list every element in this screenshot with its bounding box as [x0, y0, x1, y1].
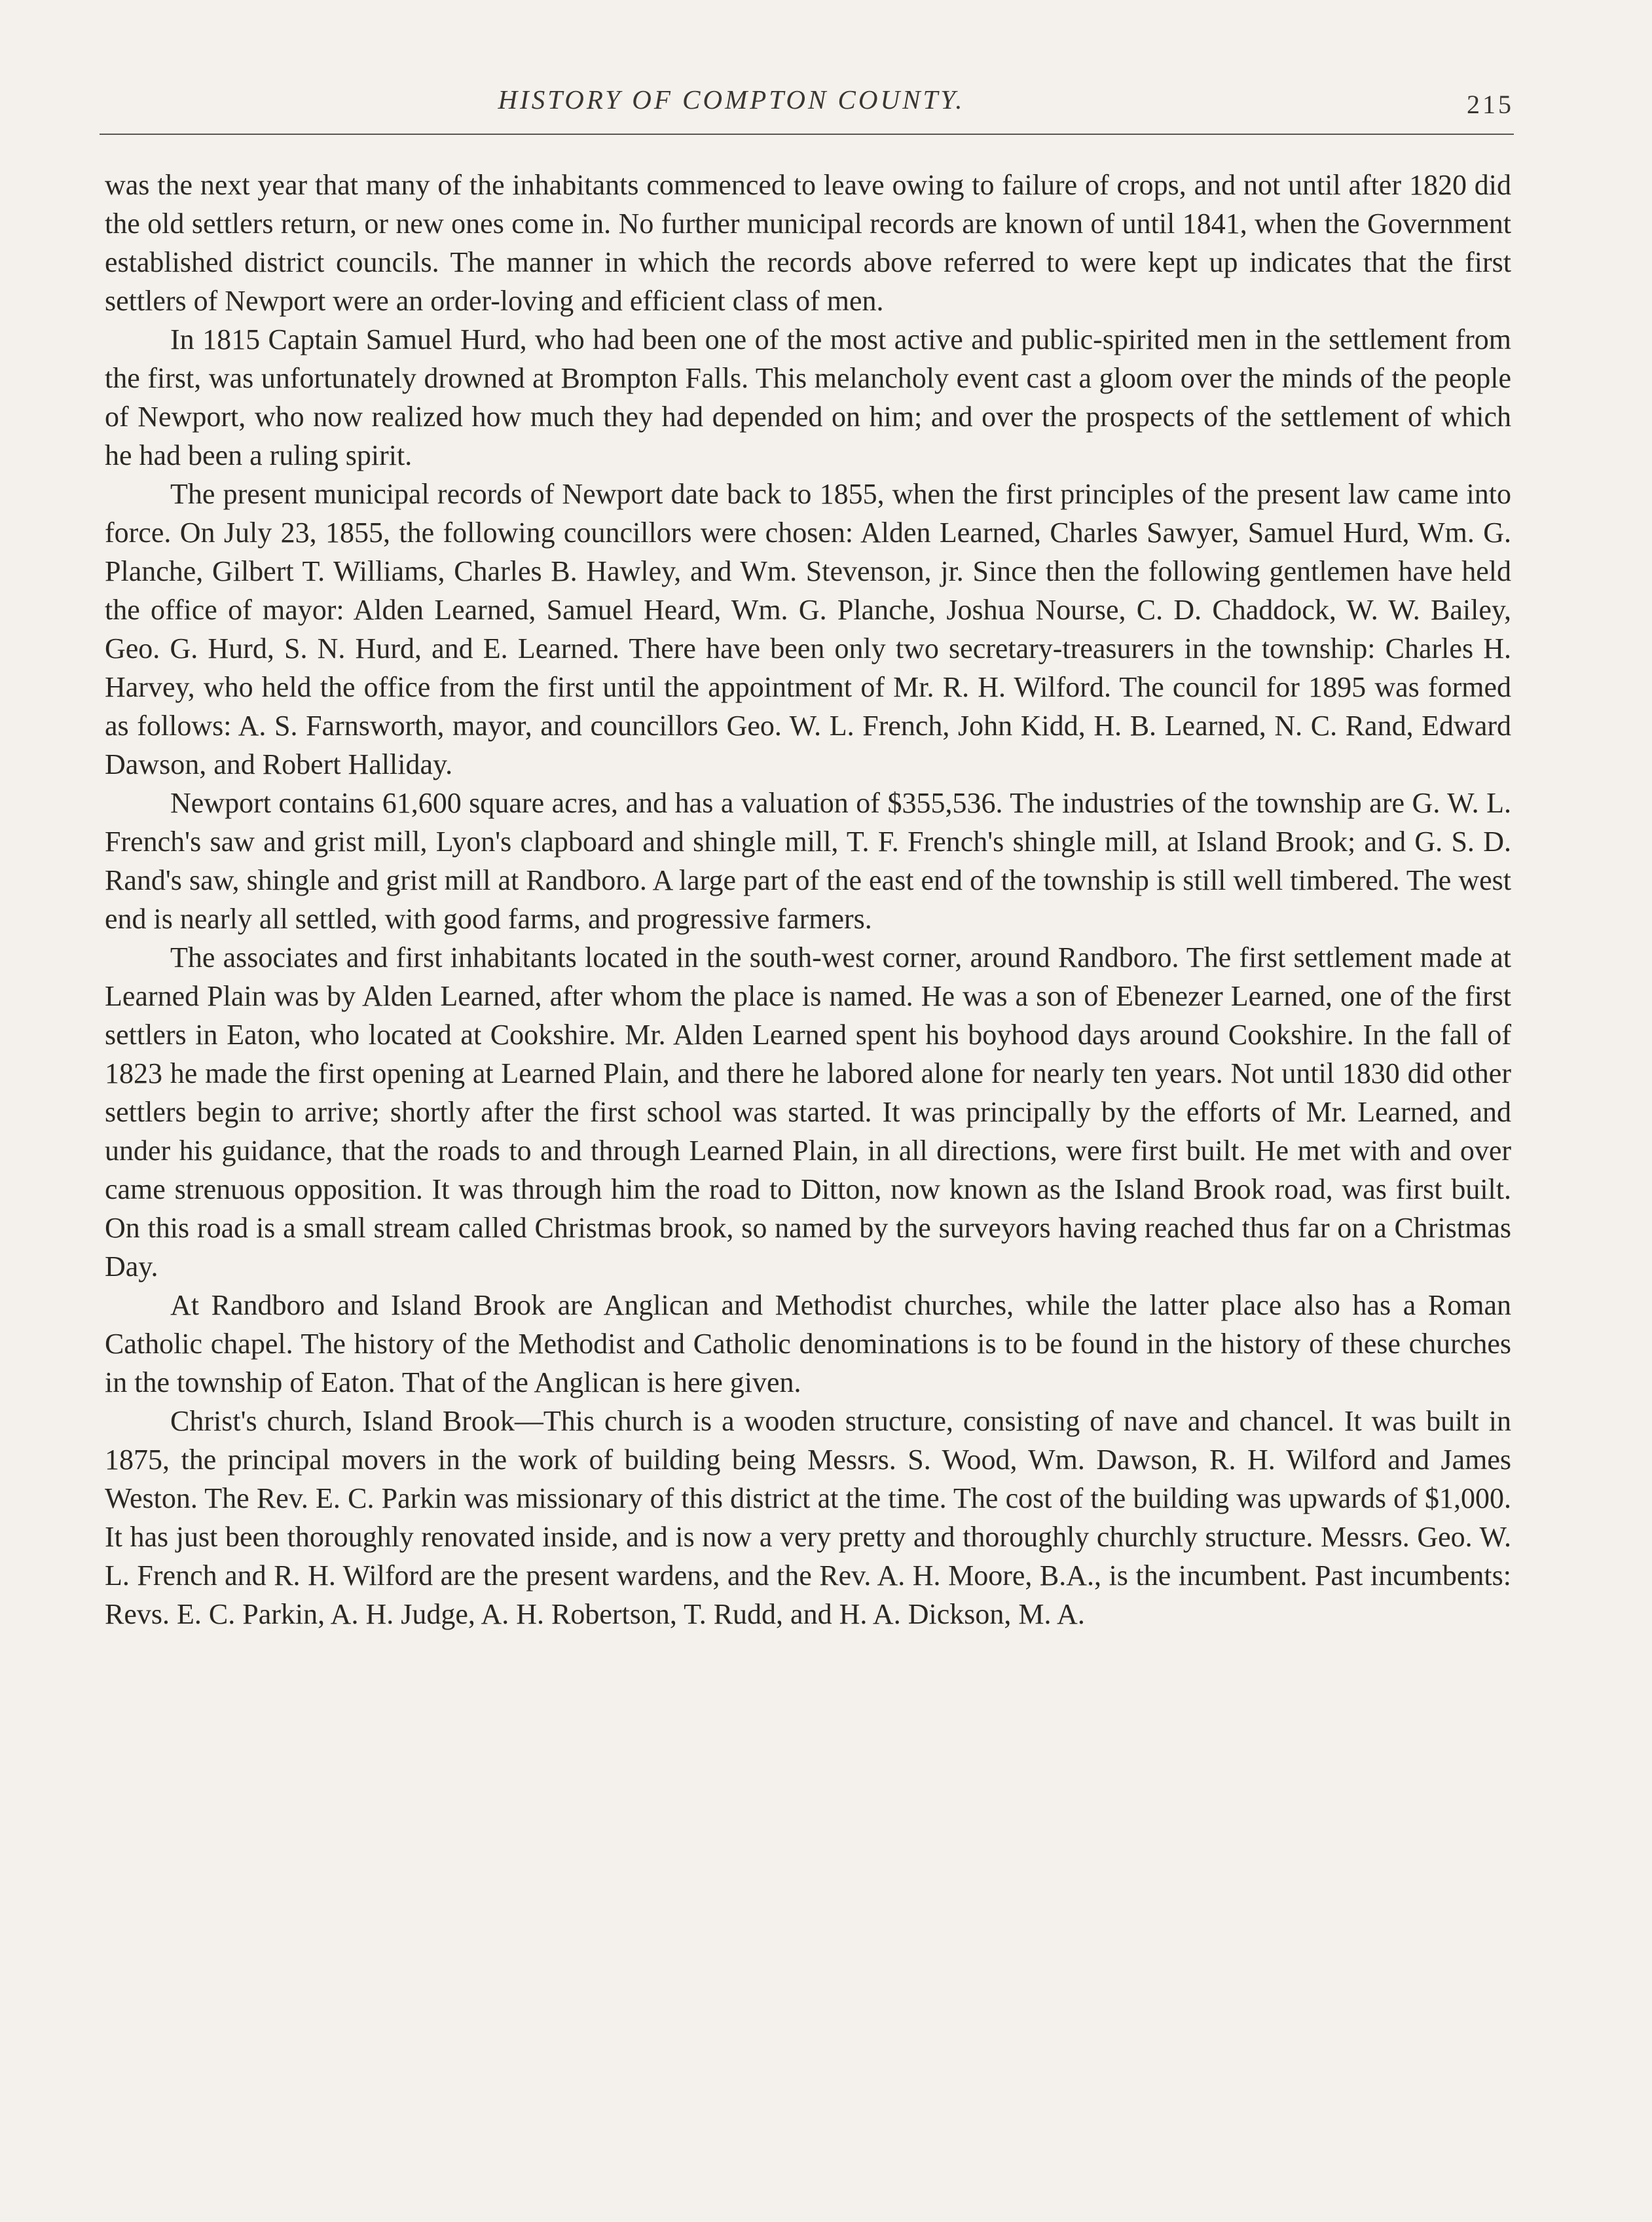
paragraph-christs-church: Christ's church, Island Brook—This church is a wooden structure, consisting of nave and chancel. It was built in 1875, the principal movers in the work of building being Messrs. S. Wood, Wm. Dawson, R. H. Wilford and James Weston. The Rev. E. C. Parkin was missionary of this district at the time. The cost of the building was upwards of $1,000. It has just been thoroughly renovated inside, and is now a very pretty and thoroughly churchly structure. Messrs. Geo. W. L. French and R. H. Wilford are the present wardens, and the Rev. A. H. Moore, B.A., is the incumbent. Past incumbents: Revs. E. C. Parkin, A. H. Judge, A. H. Robertson, T. Rudd, and H. A. Dickson, M. A.: [105, 1405, 1511, 1630]
paragraph-captain-hurd: In 1815 Captain Samuel Hurd, who had been one of the most active and public-spirited men in the settlement from the first, was unfortunately drowned at Brompton Falls. This melancholy event cast a gloom over the minds of the people of Newport, who now realized how much they had depended on him; and over the prospects of the settlement of which he had been a ruling spirit.: [105, 323, 1511, 471]
body-text: [105, 166, 1511, 1633]
running-header: [100, 84, 1514, 131]
paragraph-churches: At Randboro and Island Brook are Anglican and Methodist churches, while the latter place also has a Roman Catholic chapel. The history of the Methodist and Catholic denominations is to be found in the history of these churches in the township of Eaton. That of the Anglican is here given.: [105, 1289, 1511, 1398]
running-title: HISTORY OF COMPTON COUNTY.: [498, 84, 965, 115]
page-number: 215: [1467, 90, 1514, 119]
paragraph-first-inhabitants: The associates and first inhabitants located in the south-west corner, around Randboro. The first settlement made at Learned Plain was by Alden Learned, after whom the place is named. He was a son of Ebenezer Learned, one of the first settlers in Eaton, who located at Cookshire. Mr. Alden Learned spent his boyhood days around Cookshire. In the fall of 1823 he made the first opening at Learned Plain, and there he labored alone for nearly ten years. Not until 1830 did other settlers begin to arrive; shortly after the first school was started. It was principally by the efforts of Mr. Learned, and under his guidance, that the roads to and through Learned Plain, in all directions, were first built. He met with and over came strenuous opposition. It was through him the road to Ditton, now known as the Island Brook road, was first built. On this road is a small stream called Christmas brook, so named by the surveyors having reached thus far on a Christmas Day.: [105, 941, 1511, 1283]
header-rule: [100, 134, 1514, 135]
paragraph-newport-industries: Newport contains 61,600 square acres, and has a valuation of $355,536. The industries of the township are G. W. L. French's saw and grist mill, Lyon's clapboard and shingle mill, T. F. French's shingle mill, at Island Brook; and G. S. D. Rand's saw, shingle and grist mill at Randboro. A large part of the east end of the township is still well timbered. The west end is nearly all settled, with good farms, and progressive farmers.: [105, 787, 1511, 935]
paragraph-municipal-records: The present municipal records of Newport date back to 1855, when the first principles of the present law came into force. On July 23, 1855, the following councillors were chosen: Alden Learned, Charles Sawyer, Samuel Hurd, Wm. G. Planche, Gilbert T. Williams, Charles B. Hawley, and Wm. Stevenson, jr. Since then the following gentlemen have held the office of mayor: Alden Learned, Samuel Heard, Wm. G. Planche, Joshua Nourse, C. D. Chaddock, W. W. Bailey, Geo. G. Hurd, S. N. Hurd, and E. Learned. There have been only two secretary-treasurers in the township: Charles H. Harvey, who held the office from the first until the appointment of Mr. R. H. Wilford. The council for 1895 was formed as follows: A. S. Farnsworth, mayor, and councillors Geo. W. L. French, John Kidd, H. B. Learned, N. C. Rand, Edward Dawson, and Robert Halliday.: [105, 478, 1511, 780]
paragraph-continuation: was the next year that many of the inhabitants commenced to leave owing to failure of crops, and not until after 1820 did the old settlers return, or new ones come in. No further municipal records are known of until 1841, when the Government established district councils. The manner in which the records above referred to were kept up indicates that the first settlers of Newport were an order-loving and efficient class of men.: [105, 169, 1511, 317]
